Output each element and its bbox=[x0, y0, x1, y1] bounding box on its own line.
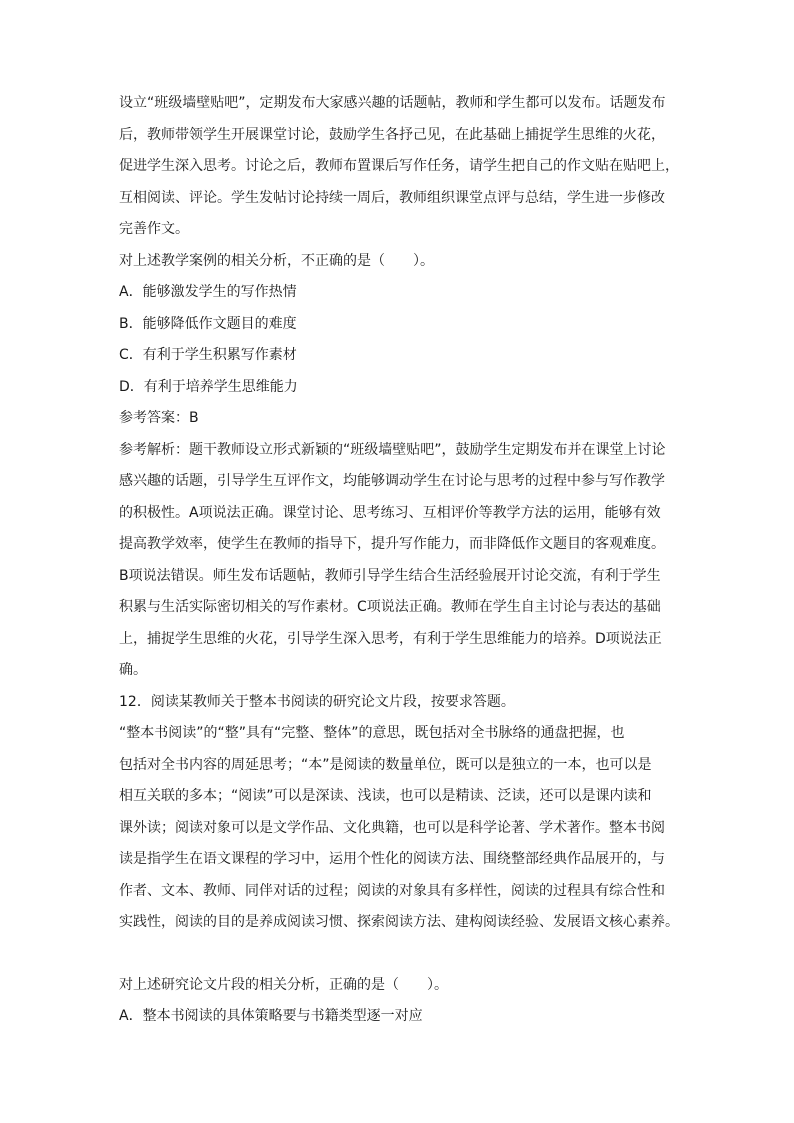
analysis-line: 积累与生活实际密切相关的写作素材。C项说法正确。教师在学生自主讨论与表达的基础 bbox=[119, 599, 661, 615]
passage-line: 作者、文本、教师、同伴对话的过程；阅读的对象具有多样性，阅读的过程具有综合性和 bbox=[119, 882, 665, 899]
analysis-line: B项说法错误。师生发布话题帖，教师引导学生结合生活经验展开讨论交流，有利于学生 bbox=[119, 567, 661, 584]
option-a: A．整本书阅读的具体策略要与书籍类型逐一对应 bbox=[119, 1008, 423, 1024]
option-c: C．有利于学生积累写作素材 bbox=[119, 347, 297, 363]
passage-line: 包括对全书内容的周延思考；“本”是阅读的数量单位，既可以是独立的一本，也可以是 bbox=[119, 756, 652, 773]
case-line: 完善作文。 bbox=[119, 221, 189, 237]
blank-line bbox=[119, 939, 679, 970]
question-11 bbox=[119, 246, 679, 687]
analysis-line: 提高教学效率，使学生在教师的指导下，提升写作能力，而非降低作文题目的客观难度。 bbox=[119, 536, 665, 552]
passage-line: 课外读；阅读对象可以是文学作品、文化典籍，也可以是科学论著、学术著作。整本书阅 bbox=[119, 819, 665, 836]
option-d: D．有利于培养学生思维能力 bbox=[119, 378, 298, 395]
case-description bbox=[119, 88, 679, 246]
option-a: A．能够激发学生的写作热情 bbox=[119, 284, 297, 300]
analysis-line: 确。 bbox=[119, 662, 147, 678]
analysis-line: 上，捕捉学生思维的火花，引导学生深入思考，有利于学生思维能力的培养。D项说法正 bbox=[119, 630, 662, 647]
passage-line: 实践性，阅读的目的是养成阅读习惯、探索阅读方法、建构阅读经验、发展语文核心素养。 bbox=[119, 914, 679, 930]
analysis-line: 感兴趣的话题，引导学生互评作文，均能够调动学生在讨论与思考的过程中参与写作教学 bbox=[119, 473, 665, 489]
passage-line: 相互关联的多本；“阅读”可以是深读、浅读，也可以是精读、泛读，还可以是课内读和 bbox=[119, 788, 652, 804]
question-intro: 12．阅读某教师关于整本书阅读的研究论文片段，按要求答题。 bbox=[119, 693, 515, 710]
reference-answer: 参考答案：B bbox=[119, 410, 199, 426]
question-stem: 对上述研究论文片段的相关分析，正确的是（ ）。 bbox=[119, 976, 448, 993]
analysis-line: 的积极性。A项说法正确。课堂讨论、思考练习、互相评价等教学方法的运用，能够有效 bbox=[119, 504, 661, 521]
case-line: 后，教师带领学生开展课堂讨论，鼓励学生各抒己见，在此基础上捕捉学生思维的火花， bbox=[119, 126, 665, 143]
question-stem: 对上述教学案例的相关分析，不正确的是（ ）。 bbox=[119, 252, 434, 269]
passage-line: “整本书阅读”的“整”具有“完整、整体”的意思，既包括对全书脉络的通盘把握，也 bbox=[119, 725, 625, 741]
case-line: 促进学生深入思考。讨论之后，教师布置课后写作任务，请学生把自己的作文贴在贴吧上， bbox=[119, 158, 679, 174]
case-line: 互相阅读、评论。学生发帖讨论持续一周后，教师组织课堂点评与总结，学生进一步修改 bbox=[119, 189, 665, 206]
passage-line: 读是指学生在语文课程的学习中，运用个性化的阅读方法、围绕整部经典作品展开的，与 bbox=[119, 851, 665, 867]
option-b: B．能够降低作文题目的难度 bbox=[119, 315, 297, 332]
analysis-line: 参考解析：题干教师设立形式新颖的“班级墙壁贴吧”，鼓励学生定期发布并在课堂上讨论 bbox=[119, 441, 666, 458]
question-12 bbox=[119, 687, 679, 1033]
document-page bbox=[119, 88, 679, 1033]
case-line: 设立“班级墙壁贴吧”，定期发布大家感兴趣的话题帖，教师和学生都可以发布。话题发布 bbox=[119, 95, 666, 111]
